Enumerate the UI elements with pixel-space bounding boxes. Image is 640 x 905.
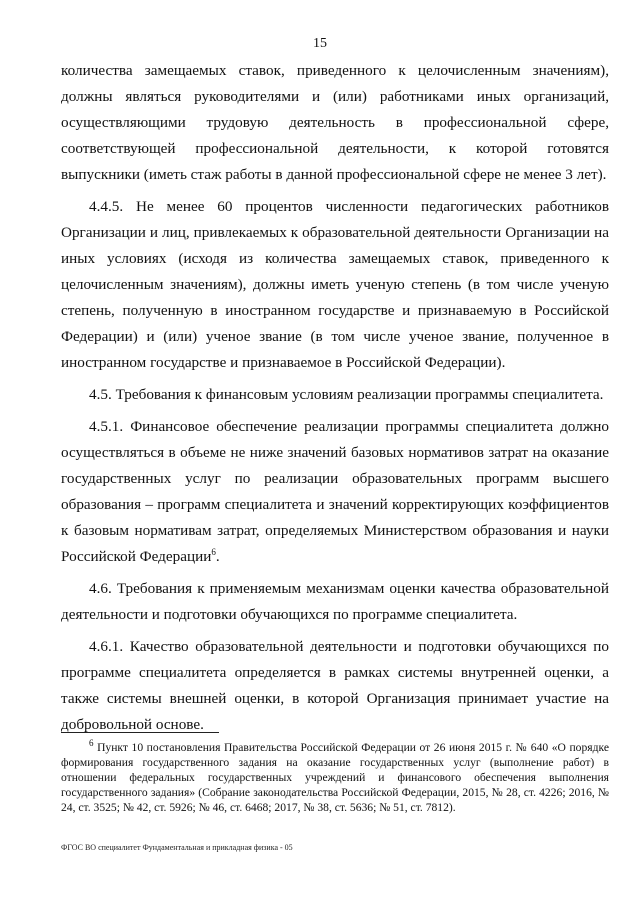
paragraph-4-5-1: 4.5.1. Финансовое обеспечение реализации программы специалитета должно осуществляться в объеме не ниже значений базовых нормативов затрат на оказание государственных услуг по реализации образовательных программ высшего образования – программ специалитета и значений корректирующих коэффициентов к базовым нормативам затрат, определяемых Министерством образования и науки Российской Федерации$^6$. [61, 418, 609, 565]
paragraph-4-6: 4.6. Требования к применяемым механизмам оценки качества образовательной деятельности и подготовки обучающихся по программе специалитета. [61, 580, 609, 623]
page-footer: ФГОС ВО специалитет Фундаментальная и прикладная физика - 05 [61, 843, 293, 852]
footnote-paragraph [61, 740, 609, 815]
page-number: 15 [313, 36, 327, 51]
paragraph-4-5-1-text: 4.5.1. Финансовое обеспечение реализации программы специалитета должно осуществляться в объеме не ниже значений базовых нормативов затрат на оказание государственных услуг по реализации образовательных программ высшего образования – программ специалитета и значений корректирующих коэффициентов к базовым нормативам затрат, определяемых Министерством образования и науки Российской Федерации [61, 418, 609, 565]
paragraph-4-6-1: 4.6.1. Качество образовательной деятельности и подготовки обучающихся по программе специалитета определяется в рамках системы внутренней оценки, а также системы внешней оценки, в которой Организация принимает участие на добровольной основе. [61, 638, 609, 733]
footnote-reference: 6 [211, 546, 216, 557]
paragraph-4-5: 4.5. Требования к финансовым условиям реализации программы специалитета. [89, 386, 604, 403]
footnote-separator [61, 732, 219, 733]
paragraph-continuation: количества замещаемых ставок, приведенного к целочисленным значениям), должны являться руководителями и (или) работниками иных организаций, осуществляющими трудовую деятельность в профессиональной сфере, соответствующей профессиональной деятельности, к которой готовятся выпускники (иметь стаж работы в данной профессиональной сфере не менее 3 лет). [61, 62, 609, 183]
footnote-text: Пункт 10 постановления Правительства Российской Федерации от 26 июня 2015 г. № 640 «О порядке формирования государственного задания на оказание государственных услуг (выполнение работ) в отношении федеральных государственных учреждений и финансового обеспечения выполнения государственного задания» (Собрание законодательства Российской Федерации, 2015, № 28, ст. 4226; 2016, № 24, ст. 3525; № 42, ст. 5926; № 46, ст. 6468; 2017, № 38, ст. 5636; № 51, ст. 7812). [61, 741, 609, 814]
footnote [61, 740, 609, 815]
paragraph-4-4-5: 4.4.5. Не менее 60 процентов численности педагогических работников Организации и лиц, привлекаемых к образовательной деятельности Организации на иных условиях (исходя из количества замещаемых ставок, приведенного к целочисленным значениям), должны иметь ученую степень (в том числе ученую степень, полученную в иностранном государстве и признаваемую в Российской Федерации) и (или) ученое звание (в том числе ученое звание, полученное в иностранном государстве и признаваемое в Российской Федерации). [61, 198, 609, 371]
footnote-marker: 6 [89, 738, 94, 749]
body-text [61, 58, 609, 738]
